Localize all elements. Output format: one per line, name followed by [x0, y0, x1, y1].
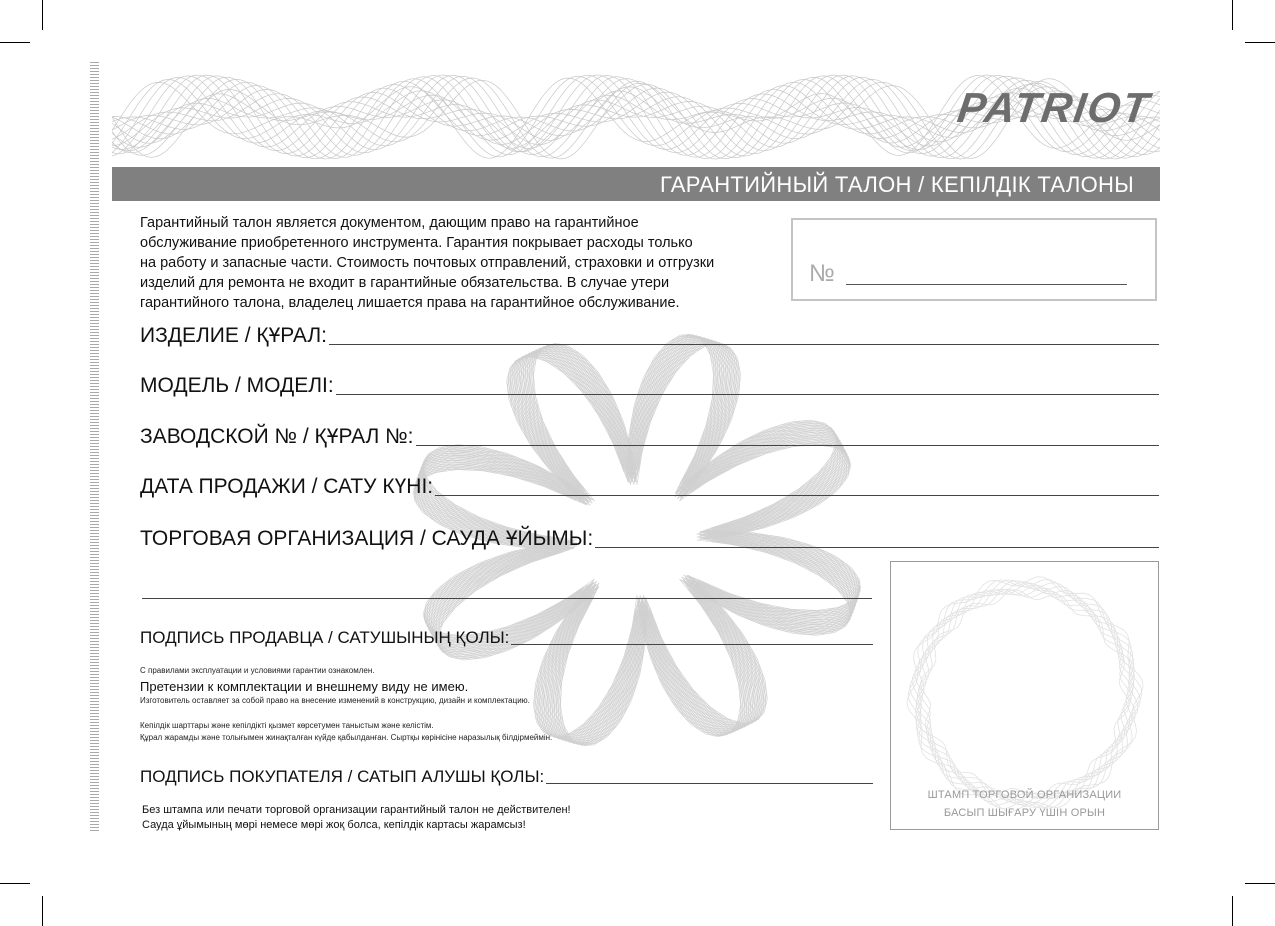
- stamp-area[interactable]: [890, 561, 1159, 830]
- serial-field: [140, 426, 1159, 448]
- stamp-label-kz: БАСЫП ШЫҒАРУ ҮШІН ОРЫН: [943, 807, 1106, 819]
- buyer-signature-field: [140, 768, 873, 786]
- product-label: ИЗДЕЛИЕ / ҚҰРАЛ:: [140, 324, 327, 347]
- model-input-line[interactable]: [336, 394, 1159, 395]
- ack-ru-text: С правилами эксплуатации и условиями гарантии ознакомлен.: [140, 666, 375, 675]
- intro-line: обслуживание приобретенного инструмента. Гарантия покрывает расходы только: [140, 235, 693, 251]
- patriot-logo: PATRIOT: [954, 84, 1154, 131]
- sale-date-field: [140, 476, 1159, 498]
- organization-continuation-line[interactable]: [142, 598, 872, 599]
- model-field: [140, 375, 1159, 397]
- footer-warning-ru: Без штампа или печати торговой организации гарантийный талон не действителен!: [142, 804, 571, 816]
- number-sign: №: [809, 260, 835, 287]
- stamp-label-ru: ШТАМП ТОРГОВОЙ ОРГАНИЗАЦИИ: [927, 789, 1122, 801]
- card-number-box: [791, 218, 1157, 301]
- serial-label: ЗАВОДСКОЙ № / ҚҰРАЛ №:: [140, 425, 414, 448]
- seller-signature-label: ПОДПИСЬ ПРОДАВЦА / САТУШЫНЫҢ ҚОЛЫ:: [140, 628, 510, 647]
- sale-date-label: ДАТА ПРОДАЖИ / САТУ КҮНІ:: [140, 475, 434, 498]
- sale-date-input-line[interactable]: [435, 495, 1159, 496]
- intro-text: [140, 213, 780, 313]
- organization-label: ТОРГОВАЯ ОРГАНИЗАЦИЯ / САУДА ҰЙЫМЫ:: [140, 527, 594, 550]
- organization-field: [140, 528, 1159, 550]
- ack-kz-text: Кепілдік шарттары және кепілдікті қызмет көрсетумен таныстым және келістім.: [140, 721, 434, 730]
- footer-warning-kz: Сауда ұйымының мөрі немесе мөрі жоқ болса, кепілдік картасы жарамсыз!: [142, 819, 526, 831]
- intro-line: изделий для ремонта не входит в гарантийные обязательства. В случае утери: [140, 275, 670, 291]
- buyer-signature-label: ПОДПИСЬ ПОКУПАТЕЛЯ / САТЫП АЛУШЫ ҚОЛЫ:: [140, 767, 545, 786]
- product-input-line[interactable]: [329, 344, 1159, 345]
- product-field: [140, 325, 1159, 347]
- manufacturer-ru-text: Изготовитель оставляет за собой право на внесение изменений в конструкцию, дизайн и комплектацию.: [140, 696, 530, 705]
- organization-input-line[interactable]: [595, 547, 1159, 548]
- claims-kz-text: Құрал жарамды және толығымен жинақталған күйде қабылданған. Сыртқы көрінісіне наразылық білдірмеймін.: [140, 733, 553, 742]
- intro-line: гарантийного талона, владелец лишается права на гарантийное обслуживание.: [140, 295, 680, 311]
- intro-line: на работу и запасные части. Стоимость почтовых отправлений, страховки и отгрузки: [140, 255, 715, 271]
- intro-line: Гарантийный талон является документом, дающим право на гарантийное: [140, 215, 639, 231]
- buyer-signature-line[interactable]: [546, 783, 873, 784]
- model-label: МОДЕЛЬ / МОДЕЛІ:: [140, 374, 334, 397]
- card-title: ГАРАНТИЙНЫЙ ТАЛОН / КЕПІЛДІК ТАЛОНЫ: [660, 172, 1134, 197]
- card-number-field[interactable]: [846, 284, 1127, 285]
- serial-input-line[interactable]: [416, 445, 1159, 446]
- claims-ru-text: Претензии к комплектации и внешнему виду не имею.: [140, 679, 469, 694]
- seller-signature-line[interactable]: [511, 644, 873, 645]
- seller-signature-field: [140, 629, 873, 647]
